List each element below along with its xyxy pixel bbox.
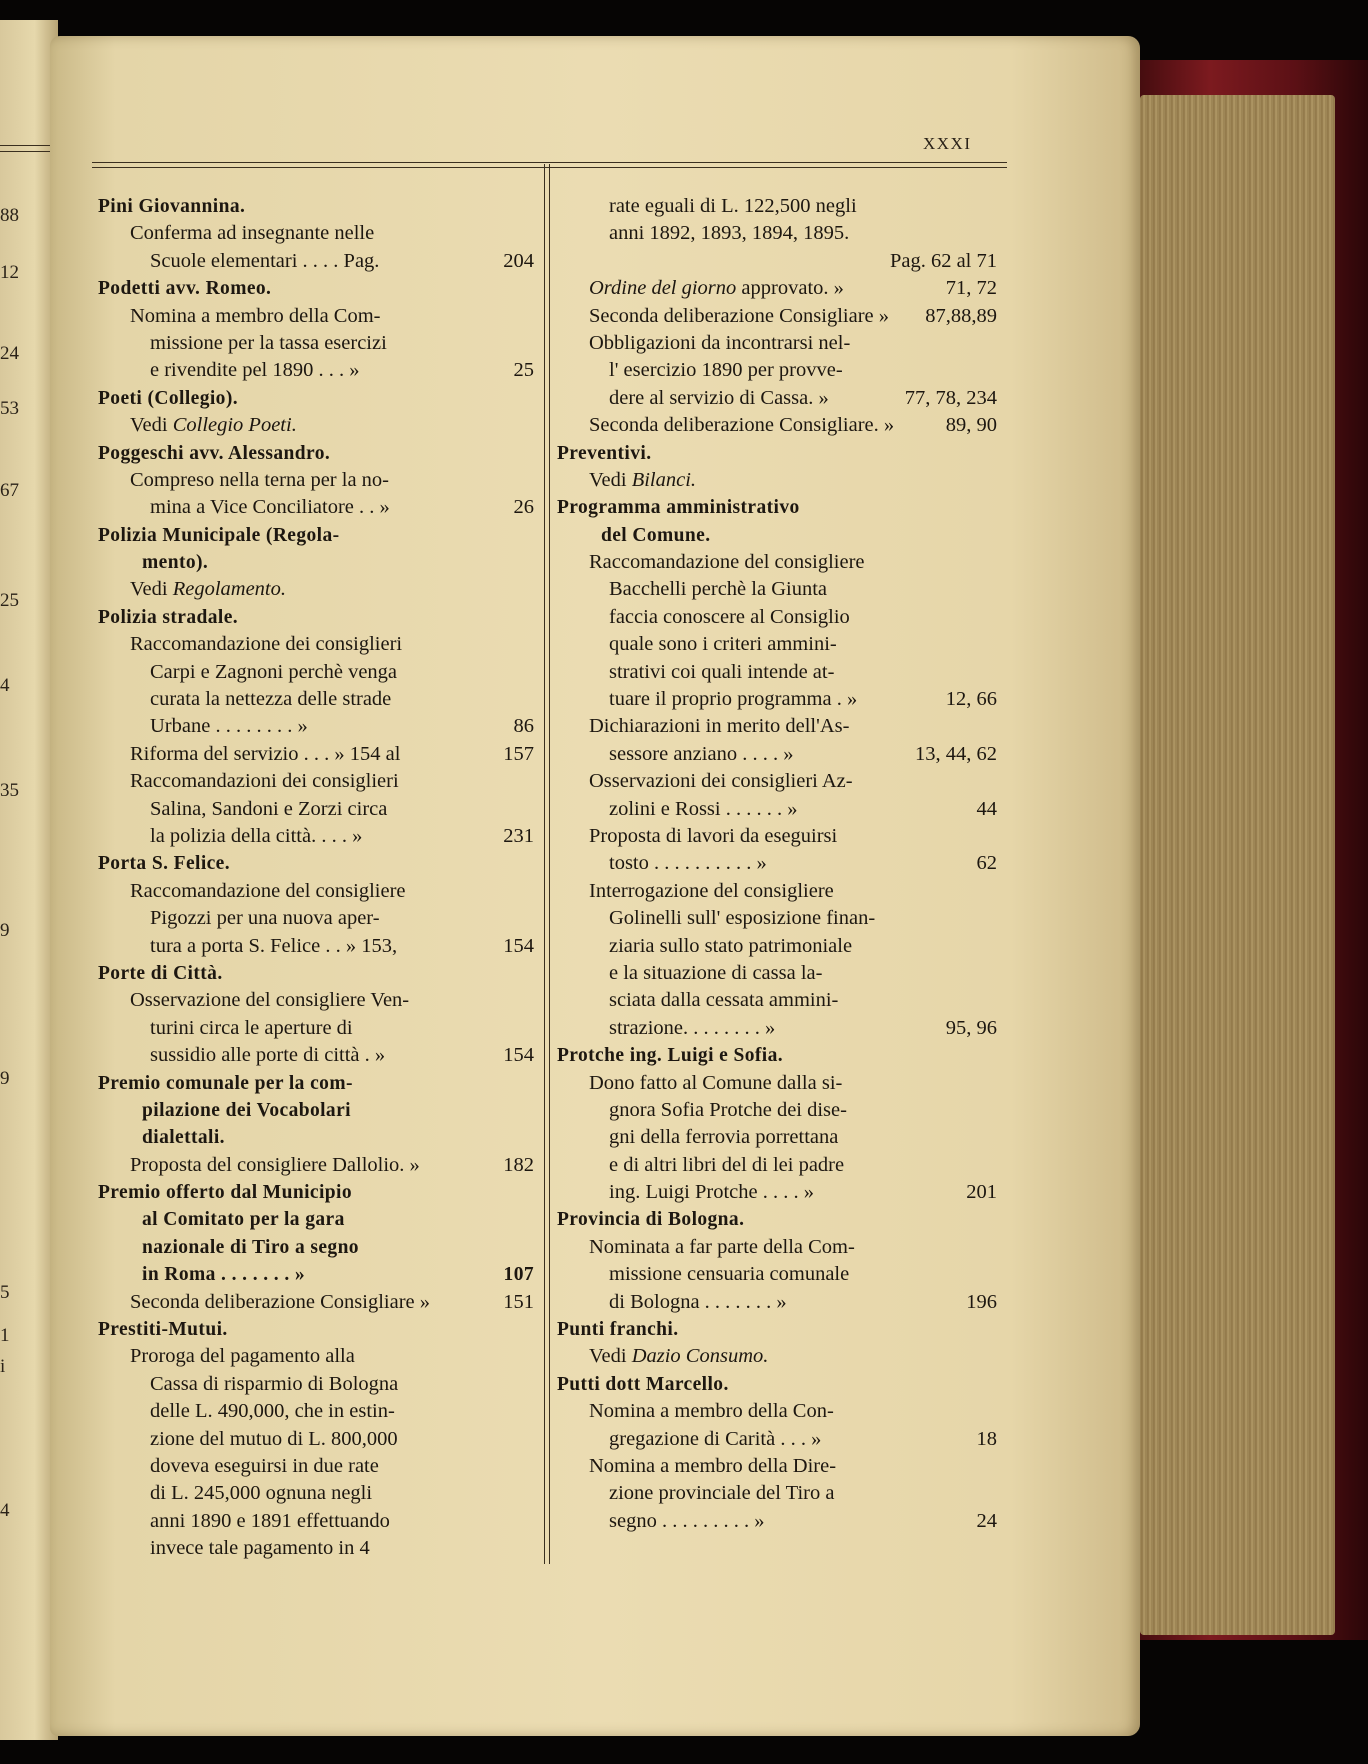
entry-text: gnora Sofia Protche dei dise- xyxy=(609,1098,847,1121)
entry-text: Polizia stradale. xyxy=(98,606,239,628)
entry-text: Nomina a membro della Com- xyxy=(130,304,381,327)
index-entry-line xyxy=(557,1426,997,1453)
page-reference: 44 xyxy=(976,797,997,820)
index-entry-line xyxy=(557,412,997,439)
index-entry-line xyxy=(98,1097,534,1124)
index-entry-line xyxy=(557,549,997,576)
entry-see: Vedi xyxy=(130,414,168,437)
index-entry-line xyxy=(98,1289,534,1316)
page-reference: 86 xyxy=(513,715,534,738)
page-reference: 24 xyxy=(976,1509,997,1532)
entry-text: Poeti (Collegio). xyxy=(98,387,239,409)
page-reference: 26 xyxy=(513,496,534,519)
index-entry-line xyxy=(557,850,997,877)
entry-text: di Bologna . . . . . . . » xyxy=(609,1290,787,1313)
entry-text: Nomina a membro della Dire- xyxy=(589,1454,837,1477)
entry-text: Poggeschi avv. Alessandro. xyxy=(98,442,331,464)
entry-text: dialettali. xyxy=(142,1127,225,1149)
entry-text: Carpi e Zagnoni perchè venga xyxy=(150,660,398,683)
index-entry-line xyxy=(557,741,997,768)
entry-text: Scuole elementari . . . . Pag. xyxy=(150,249,380,272)
entry-text: Raccomandazioni dei consiglieri xyxy=(130,770,399,793)
index-entry-line xyxy=(557,1508,997,1535)
page-reference: 18 xyxy=(976,1427,997,1450)
entry-text: Proposta di lavori da eseguirsi xyxy=(589,824,838,847)
index-entry-line xyxy=(98,1453,534,1480)
entry-text: e di altri libri del di lei padre xyxy=(609,1153,845,1176)
index-heading xyxy=(98,1179,534,1206)
index-heading xyxy=(557,1042,997,1069)
entry-text xyxy=(589,1345,768,1367)
index-entry-line xyxy=(98,1535,534,1562)
entry-text: Nominata a far parte della Com- xyxy=(589,1235,855,1258)
entry-text: Porte di Città. xyxy=(98,962,223,984)
column-divider xyxy=(544,164,545,1564)
entry-text: dere al servizio di Cassa. » xyxy=(609,386,829,409)
entry-text: Nomina a membro della Con- xyxy=(589,1400,834,1423)
index-entry-line xyxy=(557,330,997,357)
index-entry-line xyxy=(98,659,534,686)
index-heading xyxy=(557,440,997,467)
previous-page-rule xyxy=(0,151,54,152)
entry-text: Pag. 62 al 71 xyxy=(889,249,997,272)
index-entry-line xyxy=(557,193,997,220)
index-entry-line xyxy=(98,933,534,960)
entry-text: Putti dott Marcello. xyxy=(557,1373,729,1395)
previous-page-number: 5 xyxy=(0,1282,10,1303)
page-reference: 201 xyxy=(966,1181,997,1204)
index-entry-line xyxy=(98,631,534,658)
entry-text: Raccomandazione del consigliere xyxy=(589,551,865,574)
index-entry-line xyxy=(98,686,534,713)
index-entry-line xyxy=(98,905,534,932)
page-reference: 77, 78, 234 xyxy=(904,386,997,409)
previous-page-number: 4 xyxy=(0,675,10,696)
entry-text: nazionale di Tiro a segno xyxy=(142,1236,359,1258)
index-entry-line xyxy=(98,357,534,384)
entry-text xyxy=(130,578,286,600)
index-entry-line xyxy=(98,412,534,439)
entry-italic: Ordine del giorno xyxy=(589,277,737,300)
entry-text: Premio offerto dal Municipio xyxy=(98,1182,353,1204)
page-reference: 13, 44, 62 xyxy=(915,742,997,765)
page-reference: 231 xyxy=(503,824,534,847)
previous-page-number: 1 xyxy=(0,1325,10,1346)
index-entry-line xyxy=(98,494,534,521)
index-entry-line xyxy=(98,878,534,905)
entry-text xyxy=(589,469,696,491)
entry-text: zione provinciale del Tiro a xyxy=(609,1482,835,1505)
index-entry-line xyxy=(557,1453,997,1480)
entry-text: gregazione di Carità . . . » xyxy=(609,1427,822,1450)
entry-text: missione censuaria comunale xyxy=(609,1263,850,1286)
header-rule xyxy=(92,162,1007,163)
index-entry-line xyxy=(98,1508,534,1535)
entry-text: Provincia di Bologna. xyxy=(557,1209,745,1231)
entry-text: Salina, Sandoni e Zorzi circa xyxy=(150,797,388,820)
index-entry-line xyxy=(557,467,997,494)
page-reference: 107 xyxy=(503,1264,534,1286)
index-heading xyxy=(557,1371,997,1398)
entry-text: ziaria sullo stato patrimoniale xyxy=(609,934,853,957)
page-reference: 25 xyxy=(513,359,534,382)
entry-text: Interrogazione del consigliere xyxy=(589,879,834,902)
entry-text: Pigozzi per una nuova aper- xyxy=(150,907,380,930)
index-entry-line xyxy=(98,220,534,247)
entry-text: Cassa di risparmio di Bologna xyxy=(150,1372,399,1395)
previous-page-number: 35 xyxy=(0,780,19,801)
index-heading xyxy=(98,193,534,220)
index-entry-line xyxy=(98,1426,534,1453)
index-entry-line xyxy=(557,796,997,823)
index-entry-line xyxy=(98,1371,534,1398)
entry-text: del Comune. xyxy=(601,524,711,546)
index-heading xyxy=(557,1316,997,1343)
index-entry-line xyxy=(557,878,997,905)
index-entry-line xyxy=(98,741,534,768)
page-reference: 89, 90 xyxy=(945,414,997,437)
index-heading xyxy=(98,850,534,877)
index-entry-line xyxy=(557,823,997,850)
entry-label: approvato. » xyxy=(741,277,844,300)
entry-reference: Regolamento. xyxy=(172,578,286,601)
index-entry-line xyxy=(98,768,534,795)
index-entry-line xyxy=(557,1234,997,1261)
entry-text: Seconda deliberazione Consigliare » xyxy=(589,304,889,327)
entry-text: curata la nettezza delle strade xyxy=(150,688,392,711)
entry-text: delle L. 490,000, che in estin- xyxy=(150,1400,395,1423)
page-reference: 71, 72 xyxy=(945,277,997,300)
entry-text: Protche ing. Luigi e Sofia. xyxy=(557,1045,784,1067)
page-edges xyxy=(1140,95,1335,1635)
entry-text: strazione. . . . . . . . » xyxy=(609,1016,776,1039)
index-entry-line xyxy=(557,275,997,302)
entry-text: Porta S. Felice. xyxy=(98,853,231,875)
entry-text: quale sono i criteri ammini- xyxy=(609,633,837,656)
entry-text: Raccomandazione dei consiglieri xyxy=(130,633,403,656)
entry-text: Urbane . . . . . . . . » xyxy=(150,715,308,738)
previous-page-number: 88 xyxy=(0,205,19,226)
page-number: XXXI xyxy=(923,134,972,153)
entry-text: strativi coi quali intende at- xyxy=(609,660,835,683)
entry-text: Premio comunale per la com- xyxy=(98,1072,353,1094)
entry-text: in Roma . . . . . . . » xyxy=(142,1264,306,1286)
index-entry-line xyxy=(557,960,997,987)
entry-text: Seconda deliberazione Consigliare » xyxy=(130,1290,430,1313)
page-reference: 62 xyxy=(976,852,997,875)
entry-text: rate eguali di L. 122,500 negli xyxy=(609,195,857,217)
entry-text: Preventivi. xyxy=(557,442,652,464)
index-entry-line xyxy=(98,796,534,823)
index-entry-line xyxy=(557,1398,997,1425)
column-divider xyxy=(549,164,550,1564)
entry-text: tosto . . . . . . . . . . » xyxy=(609,852,767,875)
index-entry-line xyxy=(557,1152,997,1179)
entry-text: Proposta del consigliere Dallolio. » xyxy=(130,1153,420,1176)
index-entry-line xyxy=(557,1124,997,1151)
index-entry-line xyxy=(98,1234,534,1261)
previous-page-number: 67 xyxy=(0,480,19,501)
entry-text: al Comitato per la gara xyxy=(142,1209,345,1231)
page-reference: 154 xyxy=(503,934,534,957)
index-heading xyxy=(98,275,534,302)
index-entry-line xyxy=(98,1480,534,1507)
index-entry-line xyxy=(557,220,997,247)
entry-text: gni della ferrovia porrettana xyxy=(609,1126,839,1149)
index-entry-line xyxy=(98,1152,534,1179)
entry-text: tura a porta S. Felice . . » 153, xyxy=(150,934,398,957)
previous-page-number: 9 xyxy=(0,920,10,941)
page-reference: 151 xyxy=(503,1290,534,1313)
index-entry-line xyxy=(557,713,997,740)
index-heading xyxy=(98,604,534,631)
previous-page-number: 24 xyxy=(0,343,19,364)
index-heading xyxy=(98,440,534,467)
entry-text: Programma amministrativo xyxy=(557,497,800,519)
index-heading xyxy=(98,960,534,987)
previous-page-number: i xyxy=(0,1356,6,1377)
entry-text: e la situazione di cassa la- xyxy=(609,961,823,984)
index-entry-line xyxy=(557,522,997,549)
index-entry-line xyxy=(557,385,997,412)
index-entry-line xyxy=(557,933,997,960)
previous-page-number: 25 xyxy=(0,590,19,611)
entry-text: Raccomandazione del consigliere xyxy=(130,879,406,902)
entry-reference: Dazio Consumo. xyxy=(631,1345,769,1368)
page-reference: 204 xyxy=(503,249,534,272)
index-entry-line xyxy=(557,604,997,631)
entry-text: segno . . . . . . . . . » xyxy=(609,1509,765,1532)
entry-reference: Collegio Poeti. xyxy=(172,414,297,437)
entry-text: Golinelli sull' esposizione finan- xyxy=(609,907,876,930)
entry-text: sussidio alle porte di città . » xyxy=(150,1044,386,1067)
entry-text: anni 1892, 1893, 1894, 1895. xyxy=(609,222,850,245)
entry-text: Bacchelli perchè la Giunta xyxy=(609,578,827,601)
entry-text: sciata dalla cessata ammini- xyxy=(609,989,839,1012)
entry-text: Osservazione del consigliere Ven- xyxy=(130,989,410,1012)
index-entry-line xyxy=(557,248,997,275)
index-entry-line xyxy=(557,631,997,658)
entry-text: mento). xyxy=(142,552,209,574)
index-entry-line xyxy=(557,303,997,330)
entry-text: anni 1890 e 1891 effettuando xyxy=(150,1509,390,1532)
index-entry-line xyxy=(98,1206,534,1233)
index-heading xyxy=(98,1316,534,1343)
entry-text: Conferma ad insegnante nelle xyxy=(130,222,375,245)
entry-text: Prestiti-Mutui. xyxy=(98,1319,228,1341)
entry-text: di L. 245,000 ognuna negli xyxy=(150,1482,373,1505)
entry-text: Dono fatto al Comune dalla si- xyxy=(589,1071,843,1094)
index-entry-line xyxy=(98,713,534,740)
index-entry-line xyxy=(98,1343,534,1370)
index-column-left xyxy=(98,193,534,1563)
entry-text: pilazione dei Vocabolari xyxy=(142,1099,351,1121)
index-heading xyxy=(98,1070,534,1097)
index-entry-line xyxy=(98,467,534,494)
entry-text: zione del mutuo di L. 800,000 xyxy=(150,1427,398,1450)
entry-see: Vedi xyxy=(589,1345,627,1368)
entry-text: Osservazioni dei consiglieri Az- xyxy=(589,770,853,793)
page-reference: 196 xyxy=(966,1290,997,1313)
page-reference: 182 xyxy=(503,1153,534,1176)
entry-text: la polizia della città. . . . » xyxy=(150,824,363,847)
previous-page-number: 12 xyxy=(0,262,19,283)
index-entry-line xyxy=(557,576,997,603)
entry-text: e rivendite pel 1890 . . . » xyxy=(150,359,360,382)
entry-text: Punti franchi. xyxy=(557,1319,679,1341)
entry-text: Pini Giovannina. xyxy=(98,196,246,217)
entry-text: tuare il proprio programma . » xyxy=(609,688,858,711)
index-entry-line xyxy=(557,1015,997,1042)
index-entry-line xyxy=(557,1480,997,1507)
index-entry-line xyxy=(557,1261,997,1288)
page-reference: 154 xyxy=(503,1044,534,1067)
previous-page-number: 4 xyxy=(0,1500,10,1521)
entry-text: Podetti avv. Romeo. xyxy=(98,278,272,300)
page-reference: 157 xyxy=(503,742,534,765)
entry-see: Vedi xyxy=(589,468,627,491)
page-reference: 12, 66 xyxy=(945,688,997,711)
index-heading xyxy=(557,1206,997,1233)
index-entry-line xyxy=(557,1097,997,1124)
index-entry-line xyxy=(557,659,997,686)
index-entry-line xyxy=(98,1398,534,1425)
index-heading xyxy=(98,522,534,549)
index-entry-line xyxy=(557,357,997,384)
index-entry-line xyxy=(98,303,534,330)
entry-text: Seconda deliberazione Consigliare. » xyxy=(589,414,895,437)
index-entry-line xyxy=(98,987,534,1014)
entry-text: mina a Vice Conciliatore . . » xyxy=(150,496,390,519)
entry-text: doveva eseguirsi in due rate xyxy=(150,1454,379,1477)
index-entry-line xyxy=(557,686,997,713)
entry-text: Obbligazioni da incontrarsi nel- xyxy=(589,331,851,354)
entry-text xyxy=(130,414,297,436)
index-heading xyxy=(98,385,534,412)
entry-text: Dichiarazioni in merito dell'As- xyxy=(589,715,850,738)
index-entry-line xyxy=(98,1042,534,1069)
previous-page-number: 53 xyxy=(0,398,19,419)
entry-text: Polizia Municipale (Regola- xyxy=(98,524,340,546)
index-entry-line xyxy=(98,823,534,850)
entry-text: l' esercizio 1890 per provve- xyxy=(609,359,843,382)
index-entry-line xyxy=(98,248,534,275)
index-entry-line xyxy=(98,1015,534,1042)
index-entry-line xyxy=(557,1289,997,1316)
index-heading xyxy=(557,494,997,521)
entry-reference: Bilanci. xyxy=(631,468,697,491)
index-entry-line xyxy=(98,549,534,576)
index-entry-line xyxy=(557,1070,997,1097)
entry-text: zolini e Rossi . . . . . . » xyxy=(609,797,798,820)
index-entry-line xyxy=(557,987,997,1014)
index-entry-line xyxy=(557,768,997,795)
entry-text: ing. Luigi Protche . . . . » xyxy=(609,1181,814,1204)
entry-text: faccia conoscere al Consiglio xyxy=(609,605,850,628)
entry-text xyxy=(589,275,844,302)
previous-page-rule xyxy=(0,145,54,146)
page-reference: 95, 96 xyxy=(945,1016,997,1039)
entry-text: invece tale pagamento in 4 xyxy=(150,1537,370,1560)
page-reference: 87,88,89 xyxy=(925,304,997,327)
entry-see: Vedi xyxy=(130,578,168,601)
index-entry-line xyxy=(557,1343,997,1370)
index-entry-line xyxy=(98,576,534,603)
entry-text: missione per la tassa esercizi xyxy=(150,331,387,354)
index-entry-line xyxy=(557,1179,997,1206)
entry-text: Riforma del servizio . . . » 154 al xyxy=(130,742,401,765)
index-column-right xyxy=(557,193,997,1535)
index-entry-line xyxy=(98,1124,534,1151)
index-entry-line xyxy=(98,330,534,357)
index-entry-line xyxy=(98,1261,534,1288)
entry-text: Compreso nella terna per la no- xyxy=(130,468,390,491)
entry-text: sessore anziano . . . . » xyxy=(609,742,794,765)
entry-text: Proroga del pagamento alla xyxy=(130,1345,355,1368)
index-entry-line xyxy=(557,905,997,932)
previous-page-number: 9 xyxy=(0,1068,10,1089)
entry-text: turini circa le aperture di xyxy=(150,1016,353,1039)
